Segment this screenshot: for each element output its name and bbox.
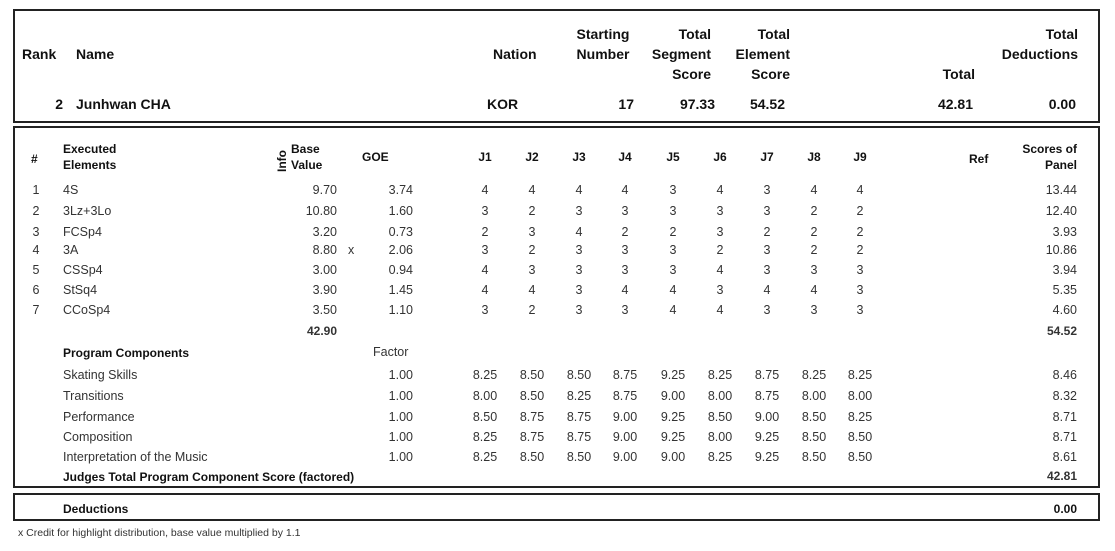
judge-goe: 3 xyxy=(856,283,864,297)
rank-header: Rank xyxy=(22,46,57,62)
judge-goe: 3 xyxy=(669,263,677,277)
judge-goe: 3 xyxy=(716,204,724,218)
judge-component-mark: 9.00 xyxy=(612,430,638,444)
judge-goe: 2 xyxy=(481,225,489,239)
judge-component-mark: 8.75 xyxy=(519,410,545,424)
judge-goe: 4 xyxy=(481,183,489,197)
judge-component-mark: 8.00 xyxy=(847,389,873,403)
judge-goe: 4 xyxy=(716,303,724,317)
component-name: Performance xyxy=(63,410,135,424)
judge-goe: 4 xyxy=(575,183,583,197)
judge-goe: 3 xyxy=(669,243,677,257)
header-line: Segment xyxy=(651,46,711,62)
element-base-value: 9.70 xyxy=(312,183,337,197)
judge-goe: 3 xyxy=(716,225,724,239)
header-line: Score xyxy=(751,66,790,82)
name-header: Name xyxy=(76,46,115,62)
element-panel-score: 5.35 xyxy=(1052,283,1077,297)
judge-component-mark: 8.50 xyxy=(519,450,545,464)
judge-component-mark: 9.00 xyxy=(612,410,638,424)
deductions-value: 0.00 xyxy=(1053,502,1077,516)
judge-component-mark: 9.00 xyxy=(660,450,686,464)
judge-goe: 3 xyxy=(621,303,629,317)
program-components-title: Program Components xyxy=(63,346,190,360)
element-base-value: 8.80 xyxy=(312,243,337,257)
element-panel-score: 13.44 xyxy=(1045,183,1077,197)
judge-goe: 2 xyxy=(810,204,818,218)
judge-component-mark: 8.50 xyxy=(566,368,592,382)
component-panel-score: 8.71 xyxy=(1052,410,1077,424)
element-goe: 2.06 xyxy=(388,243,413,257)
judge-goe: 4 xyxy=(716,263,724,277)
total-element-score-header xyxy=(715,24,790,84)
component-factor: 1.00 xyxy=(388,368,413,382)
header-line: Total xyxy=(942,66,975,82)
element-panel-score: 4.60 xyxy=(1052,303,1077,317)
total-pcs: 42.81 xyxy=(937,96,973,112)
header-line: Total xyxy=(757,26,790,42)
judge-goe: 3 xyxy=(575,303,583,317)
judge-goe: 3 xyxy=(810,303,818,317)
component-panel-score: 8.32 xyxy=(1052,389,1077,403)
judge-component-mark: 8.50 xyxy=(566,450,592,464)
goe-header: GOE xyxy=(362,150,389,164)
element-number: 2 xyxy=(32,204,40,218)
element-code: 4S xyxy=(63,183,79,197)
judge-component-mark: 8.75 xyxy=(612,389,638,403)
component-factor: 1.00 xyxy=(388,389,413,403)
skater-nation: KOR xyxy=(487,96,519,112)
judge-header: J7 xyxy=(760,150,774,164)
judge-goe: 4 xyxy=(856,183,864,197)
judge-component-mark: 8.50 xyxy=(801,410,827,424)
element-base-value: 10.80 xyxy=(305,204,337,218)
judge-goe: 3 xyxy=(528,263,536,277)
pcs-total-label: Judges Total Program Component Score (factored) xyxy=(63,470,355,484)
judge-header: J5 xyxy=(666,150,680,164)
judge-component-mark: 9.25 xyxy=(754,450,780,464)
judge-component-mark: 8.25 xyxy=(707,368,733,382)
header-line: Element xyxy=(735,46,790,62)
judge-component-mark: 9.25 xyxy=(754,430,780,444)
judge-component-mark: 9.00 xyxy=(660,389,686,403)
judge-goe: 3 xyxy=(669,204,677,218)
judge-header: J8 xyxy=(807,150,821,164)
judge-component-mark: 8.75 xyxy=(519,430,545,444)
element-code: FCSp4 xyxy=(63,225,102,239)
starting-number: 17 xyxy=(618,96,634,112)
component-name: Skating Skills xyxy=(63,368,138,382)
nation-header: Nation xyxy=(493,46,537,62)
ref-header: Ref xyxy=(969,152,989,166)
pcs-total: 42.81 xyxy=(1046,469,1077,483)
starting-number-header xyxy=(568,24,638,64)
judge-goe: 2 xyxy=(621,225,629,239)
header-line: Total xyxy=(1045,26,1078,42)
element-code: CSSp4 xyxy=(63,263,103,277)
judge-goe: 3 xyxy=(621,204,629,218)
element-base-value: 3.50 xyxy=(312,303,337,317)
judge-component-mark: 8.00 xyxy=(707,430,733,444)
judge-header: J2 xyxy=(525,150,539,164)
judge-component-mark: 8.25 xyxy=(801,368,827,382)
judge-component-mark: 9.25 xyxy=(660,430,686,444)
judge-component-mark: 8.25 xyxy=(847,410,873,424)
element-code: 3Lz+3Lo xyxy=(63,204,112,218)
base-value-header xyxy=(291,141,322,173)
element-code: 3A xyxy=(63,243,79,257)
header-line: Elements xyxy=(63,158,117,172)
element-number: 1 xyxy=(32,183,40,197)
element-number: 4 xyxy=(32,243,40,257)
judge-component-mark: 8.25 xyxy=(472,450,498,464)
component-panel-score: 8.46 xyxy=(1052,368,1077,382)
component-factor: 1.00 xyxy=(388,410,413,424)
header-line: Number xyxy=(576,46,630,62)
judge-component-mark: 8.25 xyxy=(707,450,733,464)
judge-goe: 2 xyxy=(763,225,771,239)
judge-goe: 2 xyxy=(856,243,864,257)
header-line: Executed xyxy=(63,142,117,156)
judge-goe: 4 xyxy=(716,183,724,197)
judge-goe: 3 xyxy=(763,204,771,218)
judge-goe: 3 xyxy=(481,243,489,257)
base-value-total: 42.90 xyxy=(306,324,337,338)
component-name: Composition xyxy=(63,430,133,444)
element-panel-score: 10.86 xyxy=(1045,243,1077,257)
total-element-score: 54.52 xyxy=(749,96,785,112)
judge-component-mark: 8.50 xyxy=(519,368,545,382)
judge-goe: 3 xyxy=(621,243,629,257)
element-code: StSq4 xyxy=(63,283,98,297)
judge-goe: 3 xyxy=(763,303,771,317)
judge-goe: 3 xyxy=(481,303,489,317)
judge-goe: 4 xyxy=(621,183,629,197)
component-name: Transitions xyxy=(63,389,124,403)
info-header: Info xyxy=(275,150,289,172)
judge-goe: 2 xyxy=(669,225,677,239)
judge-goe: 2 xyxy=(528,303,536,317)
judge-goe: 2 xyxy=(528,243,536,257)
judge-component-mark: 8.25 xyxy=(472,430,498,444)
judge-component-mark: 8.75 xyxy=(566,430,592,444)
score-details-box xyxy=(13,126,1100,488)
component-factor: 1.00 xyxy=(388,430,413,444)
component-panel-score: 8.61 xyxy=(1052,450,1077,464)
element-info-marker: x xyxy=(348,243,355,257)
judge-component-mark: 8.00 xyxy=(801,389,827,403)
judge-component-mark: 8.50 xyxy=(801,450,827,464)
judge-component-mark: 8.25 xyxy=(472,368,498,382)
element-panel-score: 3.93 xyxy=(1052,225,1077,239)
judge-goe: 2 xyxy=(716,243,724,257)
element-base-value: 3.20 xyxy=(312,225,337,239)
judge-goe: 4 xyxy=(669,303,677,317)
element-number: 7 xyxy=(32,303,40,317)
judge-goe: 2 xyxy=(810,243,818,257)
judge-component-mark: 8.50 xyxy=(519,389,545,403)
element-goe: 1.60 xyxy=(388,204,413,218)
component-panel-score: 8.71 xyxy=(1052,430,1077,444)
element-panel-score: 12.40 xyxy=(1045,204,1077,218)
judge-goe: 3 xyxy=(575,263,583,277)
judge-header: J6 xyxy=(713,150,727,164)
judge-header: J3 xyxy=(572,150,586,164)
header-line: Score xyxy=(672,66,711,82)
element-base-value: 3.00 xyxy=(312,263,337,277)
judge-component-mark: 8.50 xyxy=(472,410,498,424)
judge-goe: 3 xyxy=(763,263,771,277)
total-segment-score-header xyxy=(635,24,711,84)
judge-goe: 4 xyxy=(763,283,771,297)
element-goe: 3.74 xyxy=(388,183,413,197)
scores-of-panel-header xyxy=(1005,141,1077,173)
element-base-value: 3.90 xyxy=(312,283,337,297)
element-panel-score: 3.94 xyxy=(1052,263,1077,277)
judge-goe: 4 xyxy=(621,283,629,297)
judge-goe: 4 xyxy=(481,263,489,277)
judge-component-mark: 8.50 xyxy=(707,410,733,424)
judge-header: J1 xyxy=(478,150,492,164)
num-header: # xyxy=(31,152,38,166)
element-goe: 1.10 xyxy=(388,303,413,317)
element-goe: 0.94 xyxy=(388,263,413,277)
header-line: Value xyxy=(291,158,323,172)
element-number: 5 xyxy=(32,263,40,277)
total-deductions: 0.00 xyxy=(1048,96,1076,112)
judge-component-mark: 9.25 xyxy=(660,410,686,424)
judge-goe: 3 xyxy=(575,283,583,297)
component-name: Interpretation of the Music xyxy=(63,450,208,464)
judge-component-mark: 8.25 xyxy=(847,368,873,382)
element-goe: 1.45 xyxy=(388,283,413,297)
skater-rank: 2 xyxy=(55,96,63,112)
header-line: Total xyxy=(678,26,711,42)
header-line: Base xyxy=(291,142,320,156)
judge-goe: 3 xyxy=(763,243,771,257)
judge-goe: 4 xyxy=(669,283,677,297)
judge-component-mark: 8.50 xyxy=(847,430,873,444)
judge-goe: 3 xyxy=(856,263,864,277)
judge-goe: 3 xyxy=(575,243,583,257)
element-number: 3 xyxy=(32,225,40,239)
header-line: Scores of xyxy=(1022,142,1077,156)
judge-goe: 3 xyxy=(528,225,536,239)
judge-goe: 4 xyxy=(481,283,489,297)
judge-component-mark: 9.00 xyxy=(754,410,780,424)
header-line: Panel xyxy=(1044,158,1077,172)
total-deductions-header xyxy=(985,24,1078,64)
judge-goe: 3 xyxy=(856,303,864,317)
judge-goe: 4 xyxy=(810,183,818,197)
element-score-total: 54.52 xyxy=(1046,324,1077,338)
factor-header: Factor xyxy=(373,345,409,359)
judge-goe: 2 xyxy=(528,204,536,218)
judge-goe: 3 xyxy=(763,183,771,197)
component-factor: 1.00 xyxy=(388,450,413,464)
judge-component-mark: 9.25 xyxy=(660,368,686,382)
judge-component-mark: 8.75 xyxy=(612,368,638,382)
header-line: Starting xyxy=(576,26,630,42)
judge-goe: 3 xyxy=(575,204,583,218)
judge-component-mark: 8.50 xyxy=(847,450,873,464)
judge-goe: 4 xyxy=(528,183,536,197)
judge-goe: 4 xyxy=(575,225,583,239)
judge-goe: 4 xyxy=(810,283,818,297)
judge-goe: 2 xyxy=(856,204,864,218)
judge-component-mark: 8.75 xyxy=(754,368,780,382)
footnote: x Credit for highlight distribution, base value multiplied by 1.1 xyxy=(18,527,301,539)
judge-goe: 2 xyxy=(856,225,864,239)
skater-name: Junhwan CHA xyxy=(76,96,171,112)
skater-summary-box xyxy=(13,9,1100,123)
deductions-box xyxy=(13,493,1100,521)
judge-goe: 3 xyxy=(716,283,724,297)
judge-component-mark: 8.25 xyxy=(566,389,592,403)
header-line: Deductions xyxy=(1001,46,1078,62)
element-code: CCoSp4 xyxy=(63,303,111,317)
element-number: 6 xyxy=(32,283,40,297)
judge-goe: 2 xyxy=(810,225,818,239)
judge-goe: 3 xyxy=(621,263,629,277)
judge-header: J4 xyxy=(618,150,632,164)
judge-component-mark: 8.00 xyxy=(707,389,733,403)
executed-elements-header xyxy=(63,141,116,173)
judge-component-mark: 9.00 xyxy=(612,450,638,464)
judge-header: J9 xyxy=(853,150,867,164)
total-segment-score: 97.33 xyxy=(679,96,715,112)
element-goe: 0.73 xyxy=(388,225,413,239)
deductions-label: Deductions xyxy=(63,502,129,516)
judge-goe: 3 xyxy=(669,183,677,197)
judge-component-mark: 8.00 xyxy=(472,389,498,403)
judge-component-mark: 8.75 xyxy=(754,389,780,403)
judge-goe: 3 xyxy=(481,204,489,218)
judge-goe: 3 xyxy=(810,263,818,277)
judge-goe: 4 xyxy=(528,283,536,297)
judge-component-mark: 8.75 xyxy=(566,410,592,424)
judge-component-mark: 8.50 xyxy=(801,430,827,444)
